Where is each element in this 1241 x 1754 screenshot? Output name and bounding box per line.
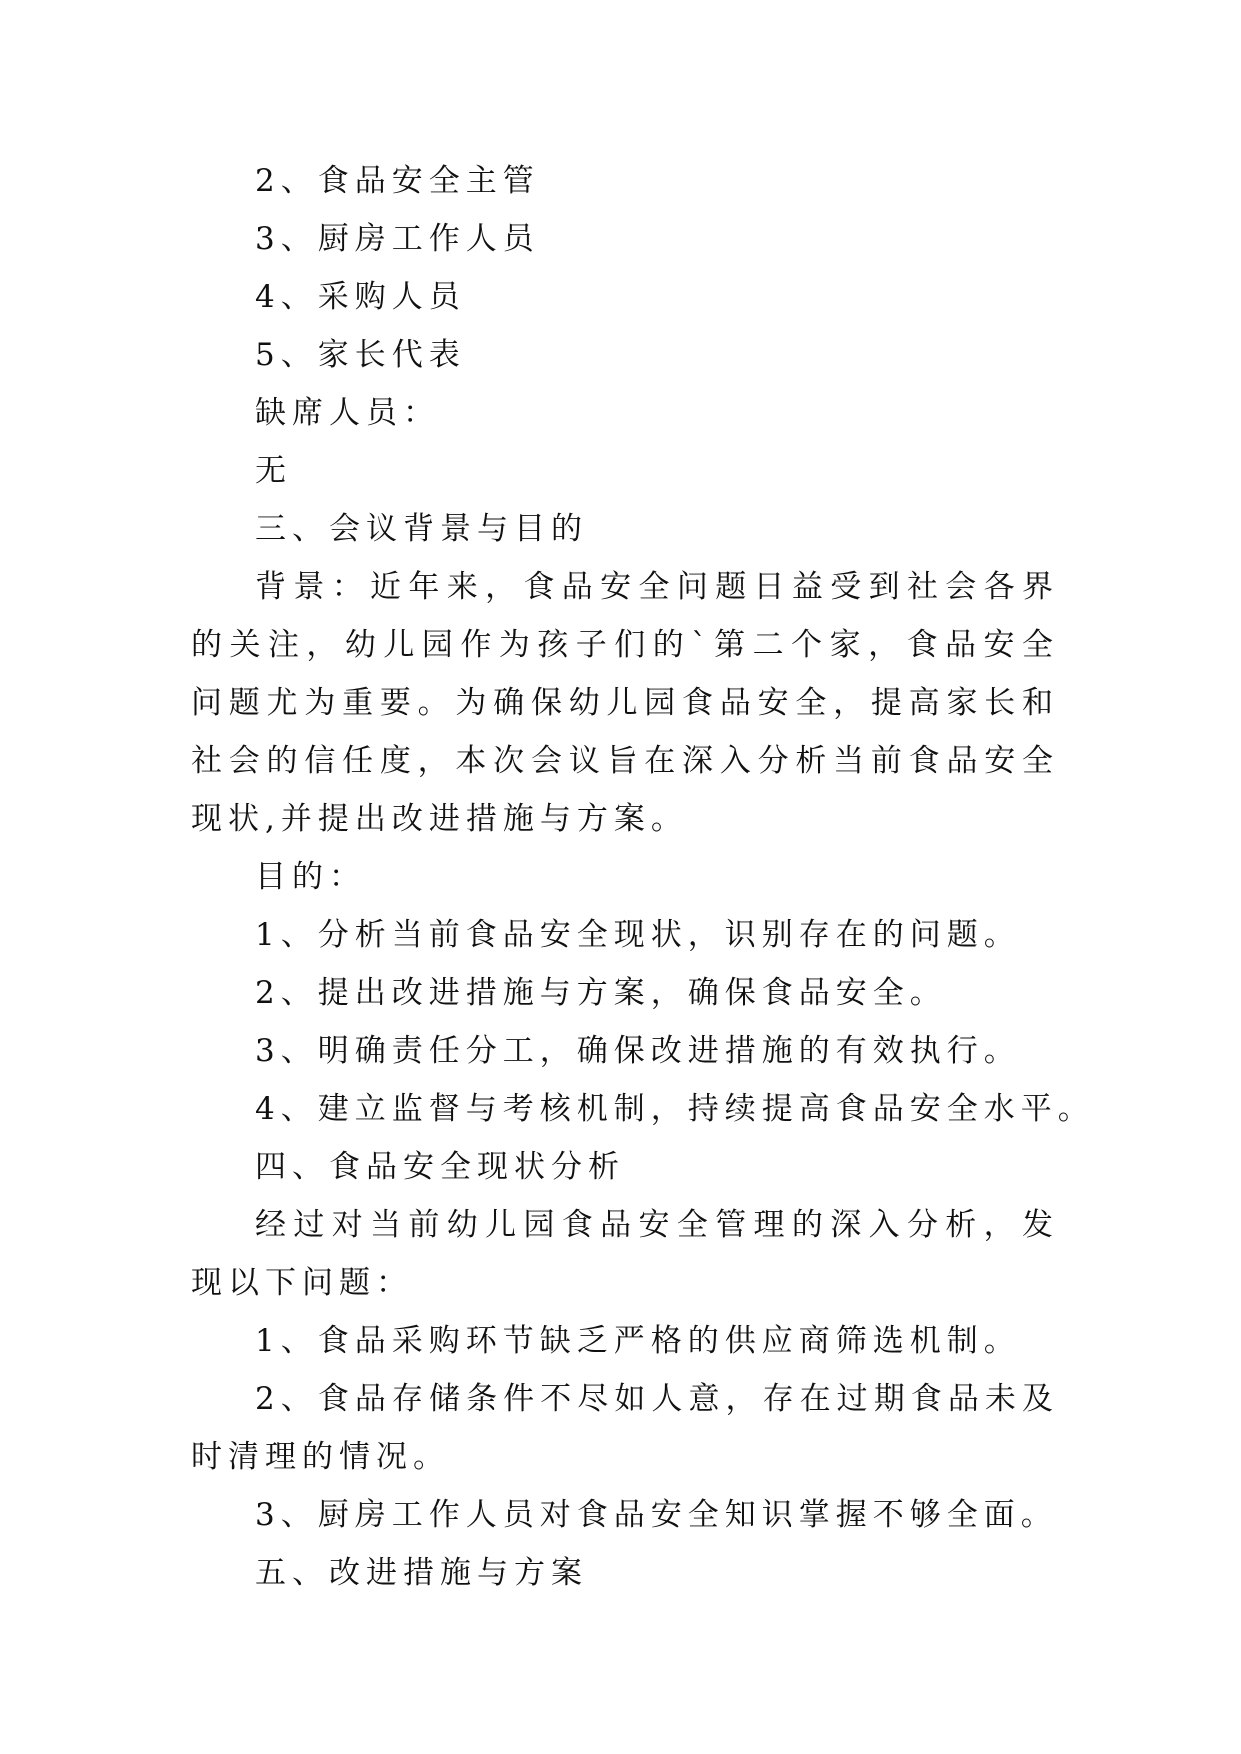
- analysis-intro-paragraph: 经过对当前幼儿园食品安全管理的深入分析，发现以下问题：: [191, 1207, 1059, 1301]
- section-heading-improvements: 五、改进措施与方案: [255, 1555, 588, 1591]
- attendee-item: 4、采购人员: [255, 279, 466, 315]
- attendee-item: 5、家长代表: [255, 337, 466, 373]
- problem-item: 2、食品存储条件不尽如人意，存在过期食品未及时清理的情况。: [191, 1381, 1059, 1475]
- purpose-item: 3、明确责任分工，确保改进措施的有效执行。: [255, 1033, 1021, 1069]
- purpose-item: 2、提出改进措施与方案，确保食品安全。: [255, 975, 947, 1011]
- purpose-item: 1、分析当前食品安全现状，识别存在的问题。: [255, 917, 1021, 953]
- purpose-item: 4、建立监督与考核机制，持续提高食品安全水平。: [255, 1091, 1095, 1127]
- problem-item: 1、食品采购环节缺乏严格的供应商筛选机制。: [255, 1323, 1021, 1359]
- absent-value: 无: [255, 453, 292, 489]
- problem-item: 3、厨房工作人员对食品安全知识掌握不够全面。: [255, 1497, 1058, 1533]
- background-paragraph: 背景：近年来，食品安全问题日益受到社会各界的关注，幼儿园作为孩子们的`第二个家，食品安全问题尤为重要。为确保幼儿园食品安全，提高家长和社会的信任度，本次会议旨在深入分析当前食品安全现状,并提出改进措施与方案。: [191, 569, 1059, 837]
- absent-label: 缺席人员：: [255, 395, 440, 431]
- document-body: [191, 152, 1095, 1602]
- attendee-item: 2、食品安全主管: [255, 163, 540, 199]
- section-heading-background: 三、会议背景与目的: [255, 511, 588, 547]
- purpose-label: 目的：: [255, 859, 366, 895]
- attendee-item: 3、厨房工作人员: [255, 221, 540, 257]
- section-heading-analysis: 四、食品安全现状分析: [255, 1149, 625, 1185]
